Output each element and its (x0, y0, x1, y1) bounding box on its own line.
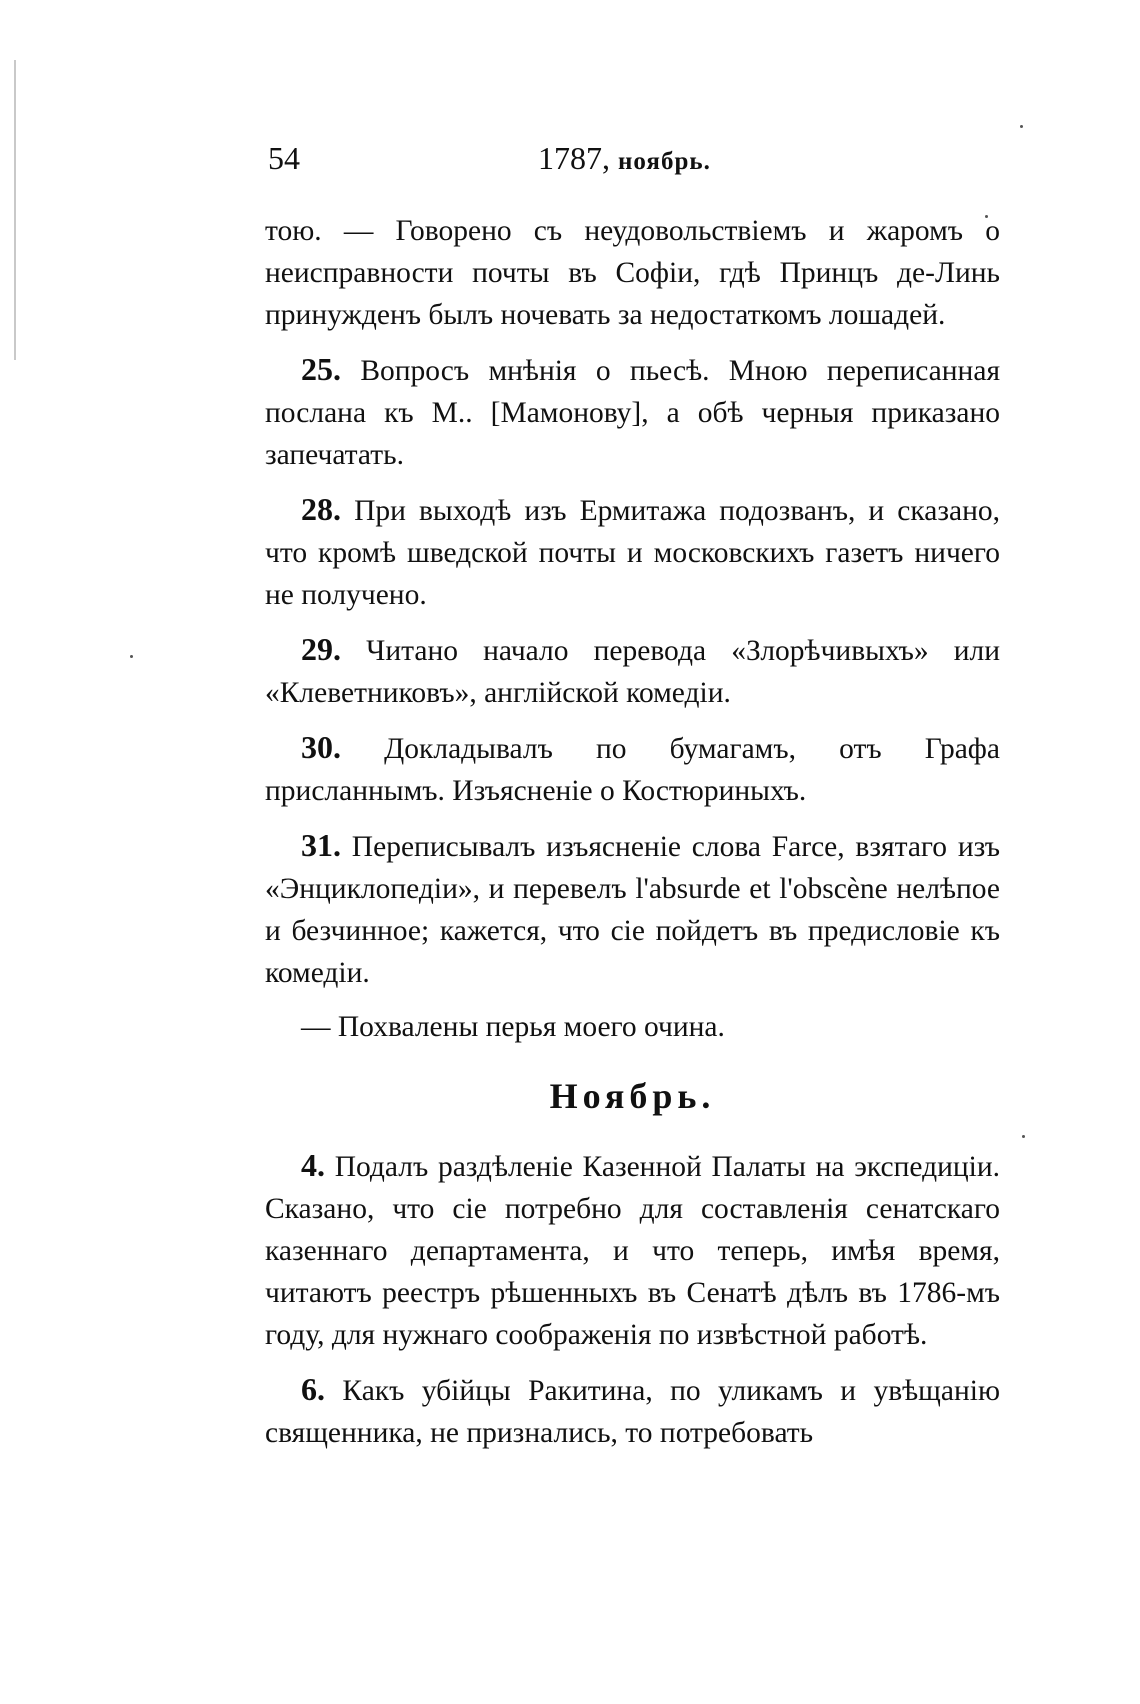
scan-speck (1020, 125, 1023, 128)
entry-text: Вопросъ мнѣнія о пьесѣ. Мною переписанная послана къ М.. [Мамонову], а обѣ черныя приказано запечатать. (265, 355, 1001, 471)
entry-paragraph (265, 726, 1000, 812)
scan-margin-line (14, 60, 16, 360)
entry-text: тою. — Говорено съ неудовольствіемъ и жаромъ о неисправности почты въ Софіи, гдѣ Принцъ де-Линь принужденъ былъ ночевать за недостаткомъ лошадей. (265, 215, 1000, 331)
entry-date: 4. (301, 1147, 325, 1183)
entry-paragraph (265, 348, 1000, 476)
dash-remark: — Похвалены перья моего очина. (301, 1011, 725, 1043)
entry-paragraph (265, 1144, 1000, 1356)
entry-text: Докладывалъ по бумагамъ, отъ Графа присланнымъ. Изъясненіе о Костюриныхъ. (265, 733, 1000, 807)
entry-paragraph (265, 824, 1000, 994)
section-heading: Ноябрь. (549, 1076, 716, 1116)
page-number: 54 (268, 140, 300, 176)
entry-paragraph (265, 1368, 1000, 1454)
running-title (538, 140, 711, 177)
entry-date: 30. (301, 729, 341, 765)
header-month: ноябрь. (618, 148, 711, 175)
scan-speck (1022, 1135, 1025, 1138)
scan-speck (130, 655, 133, 658)
body-text (265, 210, 1000, 1466)
entry-text: Переписывалъ изъясненіе слова Farce, взятаго изъ «Энциклопедіи», и перевелъ l'absurde et l'obscène нелѣпое и безчинное; кажется, что сіе пойдетъ въ предисловіе къ комедіи. (265, 831, 1001, 989)
entry-text: Подалъ раздѣленіе Казенной Палаты на экспедиціи. Сказано, что сіе потребно для составленія сенатскаго казеннаго департамента, и что теперь, имѣя время, читаютъ реестръ рѣшенныхъ въ Сенатѣ дѣлъ въ 1786-мъ году, для нужнаго соображенія по извѣстной работѣ. (265, 1151, 1001, 1351)
entry-date: 25. (301, 351, 341, 387)
entry-text: Читано начало перевода «Злорѣчивыхъ» или «Клеветниковъ», англійской комедіи. (265, 635, 1000, 709)
entry-text: Какъ убійцы Ракитина, по уликамъ и увѣщанію священника, не признались, то потребовать (265, 1375, 1001, 1449)
header-year: 1787, (538, 140, 610, 176)
entry-date: 6. (301, 1371, 325, 1407)
entry-date: 28. (301, 491, 341, 527)
entry-date: 29. (301, 631, 341, 667)
entry-paragraph (265, 210, 1000, 336)
entry-date: 31. (301, 827, 341, 863)
entry-paragraph (265, 628, 1000, 714)
entry-paragraph (265, 488, 1000, 616)
entry-text: При выходѣ изъ Ермитажа подозванъ, и сказано, что кромѣ шведской почты и московскихъ газетъ ничего не получено. (265, 495, 1000, 611)
running-header (268, 140, 998, 180)
